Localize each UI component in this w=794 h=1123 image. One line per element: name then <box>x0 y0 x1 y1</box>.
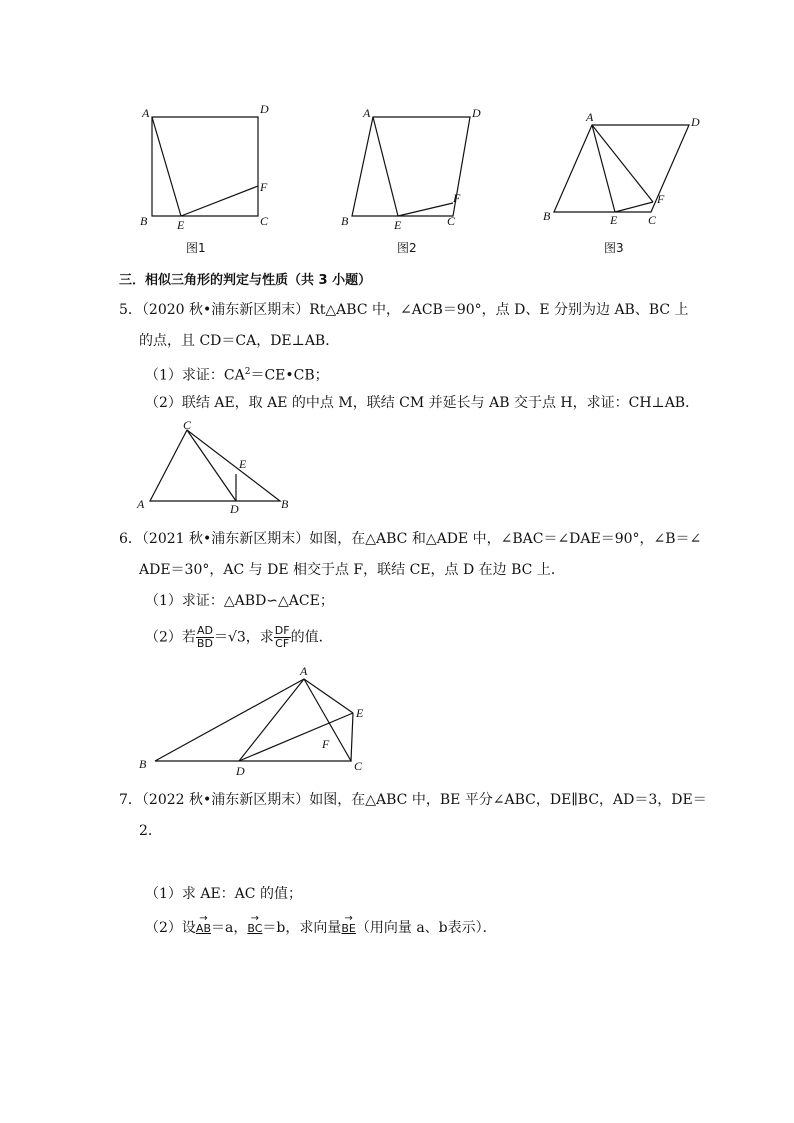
q5-label-a: A <box>137 497 145 511</box>
q6-label-e: E <box>356 706 364 720</box>
q6-label-f: F <box>322 737 330 751</box>
q7-eq-b: ＝b，求向量 <box>262 920 342 936</box>
q5-label-c: C <box>183 418 192 432</box>
fig1-square <box>152 117 258 216</box>
fig3-caption: 图3 <box>604 241 624 255</box>
fig3-label-c: C <box>648 213 657 227</box>
q6-label-c: C <box>354 759 363 773</box>
fig2-label-d: D <box>472 106 481 120</box>
fig2-segment-ae <box>373 117 398 216</box>
fig3-label-a: A <box>586 110 594 124</box>
fig3-segment-ef <box>615 202 653 212</box>
q7-part-2-pre: （2）设 <box>145 920 196 936</box>
q7-vector-ab: → AB <box>196 919 211 939</box>
q6-figure <box>130 660 380 780</box>
figure-3 <box>538 95 718 260</box>
q6-part-2-pre: （2）若 <box>145 629 196 646</box>
figure-2 <box>335 95 495 260</box>
fig1-label-c: C <box>260 214 269 228</box>
q5-part-1-sup: 2 <box>244 367 251 377</box>
q6-frac2-den: CF <box>275 637 290 650</box>
fig2-segment-ef <box>398 203 453 216</box>
fig1-label-f: F <box>260 180 268 194</box>
q5-segment-cd <box>187 430 236 501</box>
fig3-label-e: E <box>610 213 618 227</box>
fig1-segment-ef <box>181 186 258 216</box>
section-title: 三．相似三角形的判定与性质（共 3 小题） <box>119 273 372 288</box>
q6-line-1: 6．（2021 秋•浦东新区期末）如图，在△ABC 和△ADE 中，∠BAC＝∠DAE＝90°，∠B＝∠ <box>119 531 702 547</box>
q6-label-d: D <box>236 764 245 778</box>
figure-1 <box>130 95 290 260</box>
q5-line-2: 的点，且 CD＝CA，DE⊥AB． <box>139 333 340 349</box>
q5-part-2: （2）联结 AE，取 AE 的中点 M，联结 CM 并延长与 AB 交于点 H，求证：CH⊥AB． <box>145 395 700 411</box>
fig3-segment-af <box>592 125 653 202</box>
fig2-caption: 图2 <box>397 241 417 255</box>
fig1-segment-ae <box>152 117 181 216</box>
fig1-label-b: B <box>140 214 148 228</box>
fig3-segment-ae <box>592 125 615 212</box>
q6-part-1: （1）求证：△ABD∽△ACE； <box>145 593 334 609</box>
fig2-label-e: E <box>394 218 402 232</box>
q7-vector-be: → BE <box>341 919 356 939</box>
q6-label-a: A <box>300 664 308 678</box>
fig3-parallelogram <box>554 125 689 212</box>
q5-part-1-post: ＝CE•CB； <box>250 367 329 384</box>
q5-part-1-pre: （1）求证：CA <box>145 367 245 384</box>
q7-part-1: （1）求 AE：AC 的值； <box>145 886 302 902</box>
q6-part-2-mid: ＝√3，求 <box>213 629 274 646</box>
q5-line-1: 5．（2020 秋•浦东新区期末）Rt△ABC 中，∠ACB＝90°，点 D、E 分别为边 AB、BC 上 <box>119 302 689 318</box>
fig3-label-b: B <box>543 209 551 223</box>
q7-part-2 <box>145 918 497 939</box>
q7-vector-bc: → BC <box>247 919 262 939</box>
fig3-label-f: F <box>657 192 665 206</box>
q7-line-2: 2． <box>139 823 162 839</box>
q6-frac2-num: DF <box>274 624 290 637</box>
q5-label-b: B <box>281 497 289 511</box>
q6-label-b: B <box>139 757 147 771</box>
q6-segment-ce <box>351 713 353 761</box>
q6-segment-ae <box>304 679 353 713</box>
q6-segment-de <box>239 713 353 761</box>
q6-fraction-df-cf <box>274 625 291 650</box>
q6-fraction-ad-bd <box>196 625 214 650</box>
q6-part-2 <box>145 625 333 650</box>
q7-part-2-post: （用向量 a、b表示）． <box>355 920 497 936</box>
fig2-label-f: F <box>453 191 461 205</box>
fig1-label-d: D <box>260 102 269 116</box>
fig1-label-a: A <box>142 106 150 120</box>
fig2-label-c: C <box>447 214 456 228</box>
q6-segment-ad <box>239 679 304 761</box>
fig1-caption: 图1 <box>186 241 206 255</box>
q6-part-2-post: 的值． <box>290 629 333 646</box>
q5-figure <box>130 418 310 518</box>
q5-label-d: D <box>230 502 239 516</box>
q6-line-2: ADE＝30°，AC 与 DE 相交于点 F，联结 CE，点 D 在边 BC 上． <box>139 562 565 578</box>
q5-part-1 <box>145 362 329 386</box>
fig2-label-b: B <box>341 214 349 228</box>
q6-frac1-num: AD <box>196 624 213 637</box>
q5-label-e: E <box>239 457 247 471</box>
q6-frac1-den: BD <box>196 637 213 650</box>
q7-eq-a: ＝a， <box>211 920 248 936</box>
fig1-label-e: E <box>177 218 185 232</box>
fig3-label-d: D <box>691 115 700 129</box>
q7-line-1: 7．（2022 秋•浦东新区期末）如图，在△ABC 中，BE 平分∠ABC，DE∥BC，AD＝3，DE＝ <box>119 792 707 808</box>
fig2-label-a: A <box>363 106 371 120</box>
q5-triangle-abc <box>150 430 280 501</box>
